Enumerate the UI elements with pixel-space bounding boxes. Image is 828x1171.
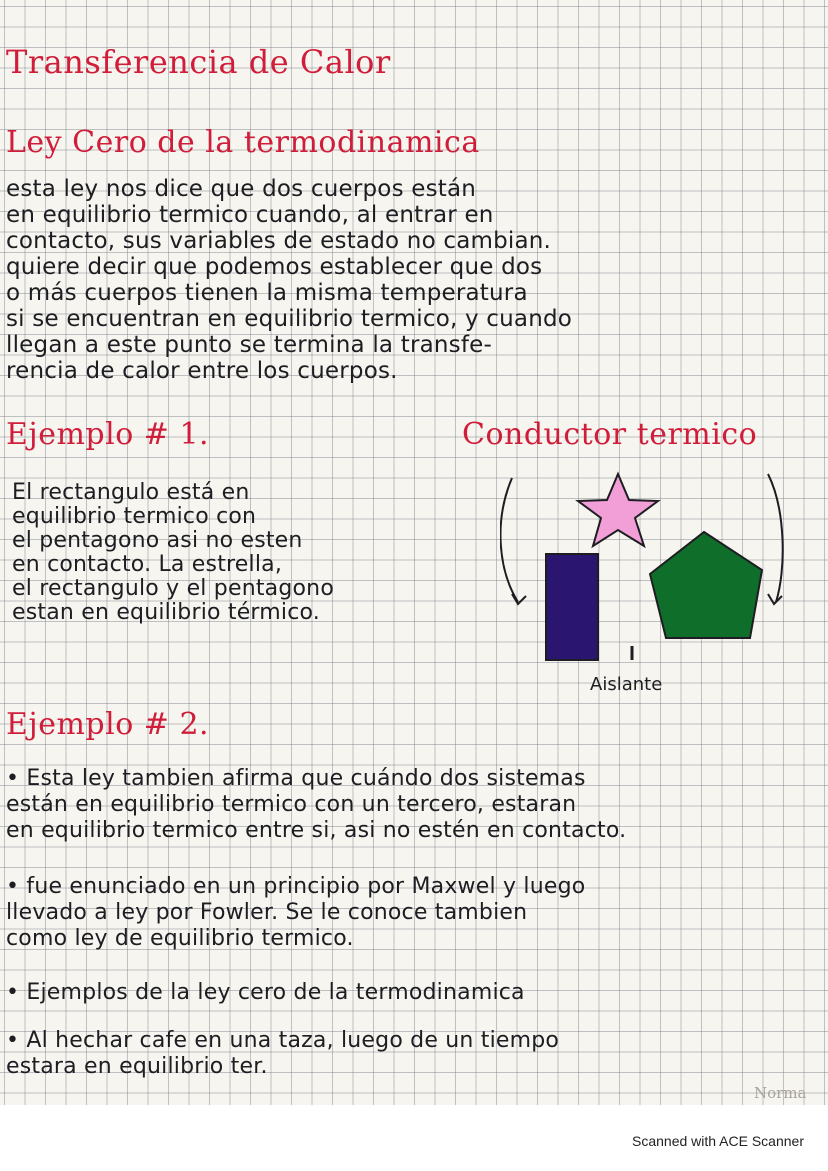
example2-heading: Ejemplo # 2. <box>6 707 210 742</box>
text-line: llevado a ley por Fowler. Se le conoce tambien <box>6 900 528 925</box>
left-arrow <box>501 478 518 602</box>
right-arrow <box>768 474 783 602</box>
conductor-label: Conductor termico <box>462 417 758 452</box>
pentagon-shape <box>650 532 762 638</box>
equilibrium-diagram <box>500 470 800 700</box>
rectangle-shape <box>546 554 598 660</box>
text-line: contacto, sus variables de estado no cambian. <box>6 228 552 254</box>
text-line: quiere decir que podemos establecer que dos <box>6 254 543 280</box>
text-line: • Ejemplos de la ley cero de la termodinamica <box>6 980 525 1005</box>
text-line: si se encuentran en equilibrio termico, y cuando <box>6 306 573 332</box>
text-line: en contacto. La estrella, <box>12 552 283 577</box>
text-line: estara en equilibrio ter. <box>6 1054 268 1079</box>
scanner-footer: Scanned with ACE Scanner <box>632 1133 804 1149</box>
right-arrow-head <box>768 594 782 604</box>
text-line: el rectangulo y el pentagono <box>12 576 334 601</box>
text-line: El rectangulo está en <box>12 480 250 505</box>
insulator-label: Aislante <box>590 674 663 695</box>
text-line: el pentagono asi no esten <box>12 528 303 553</box>
text-line: en equilibrio termico cuando, al entrar en <box>6 202 494 228</box>
text-line: llegan a este punto se termina la transfe- <box>6 332 492 358</box>
text-line: esta ley nos dice que dos cuerpos están <box>6 176 477 202</box>
star-shape <box>578 474 658 546</box>
text-line: están en equilibrio termico con un tercero, estaran <box>6 792 577 817</box>
text-line: como ley de equilibrio termico. <box>6 926 354 951</box>
text-line: • Esta ley tambien afirma que cuándo dos sistemas <box>6 766 586 791</box>
section-heading: Ley Cero de la termodinamica <box>6 125 480 160</box>
text-line: • fue enunciado en un principio por Maxwel y luego <box>6 874 586 899</box>
text-line: en equilibrio termico entre si, asi no estén en contacto. <box>6 818 627 843</box>
brand-watermark: Norma <box>754 1084 807 1102</box>
text-line: equilibrio termico con <box>12 504 257 529</box>
example1-heading: Ejemplo # 1. <box>6 417 210 452</box>
text-line: o más cuerpos tienen la misma temperatura <box>6 280 528 306</box>
page-title: Transferencia de Calor <box>6 43 391 81</box>
text-line: • Al hechar cafe en una taza, luego de un tiempo <box>6 1028 560 1053</box>
text-line: rencia de calor entre los cuerpos. <box>6 358 398 384</box>
text-line: estan en equilibrio térmico. <box>12 600 320 625</box>
